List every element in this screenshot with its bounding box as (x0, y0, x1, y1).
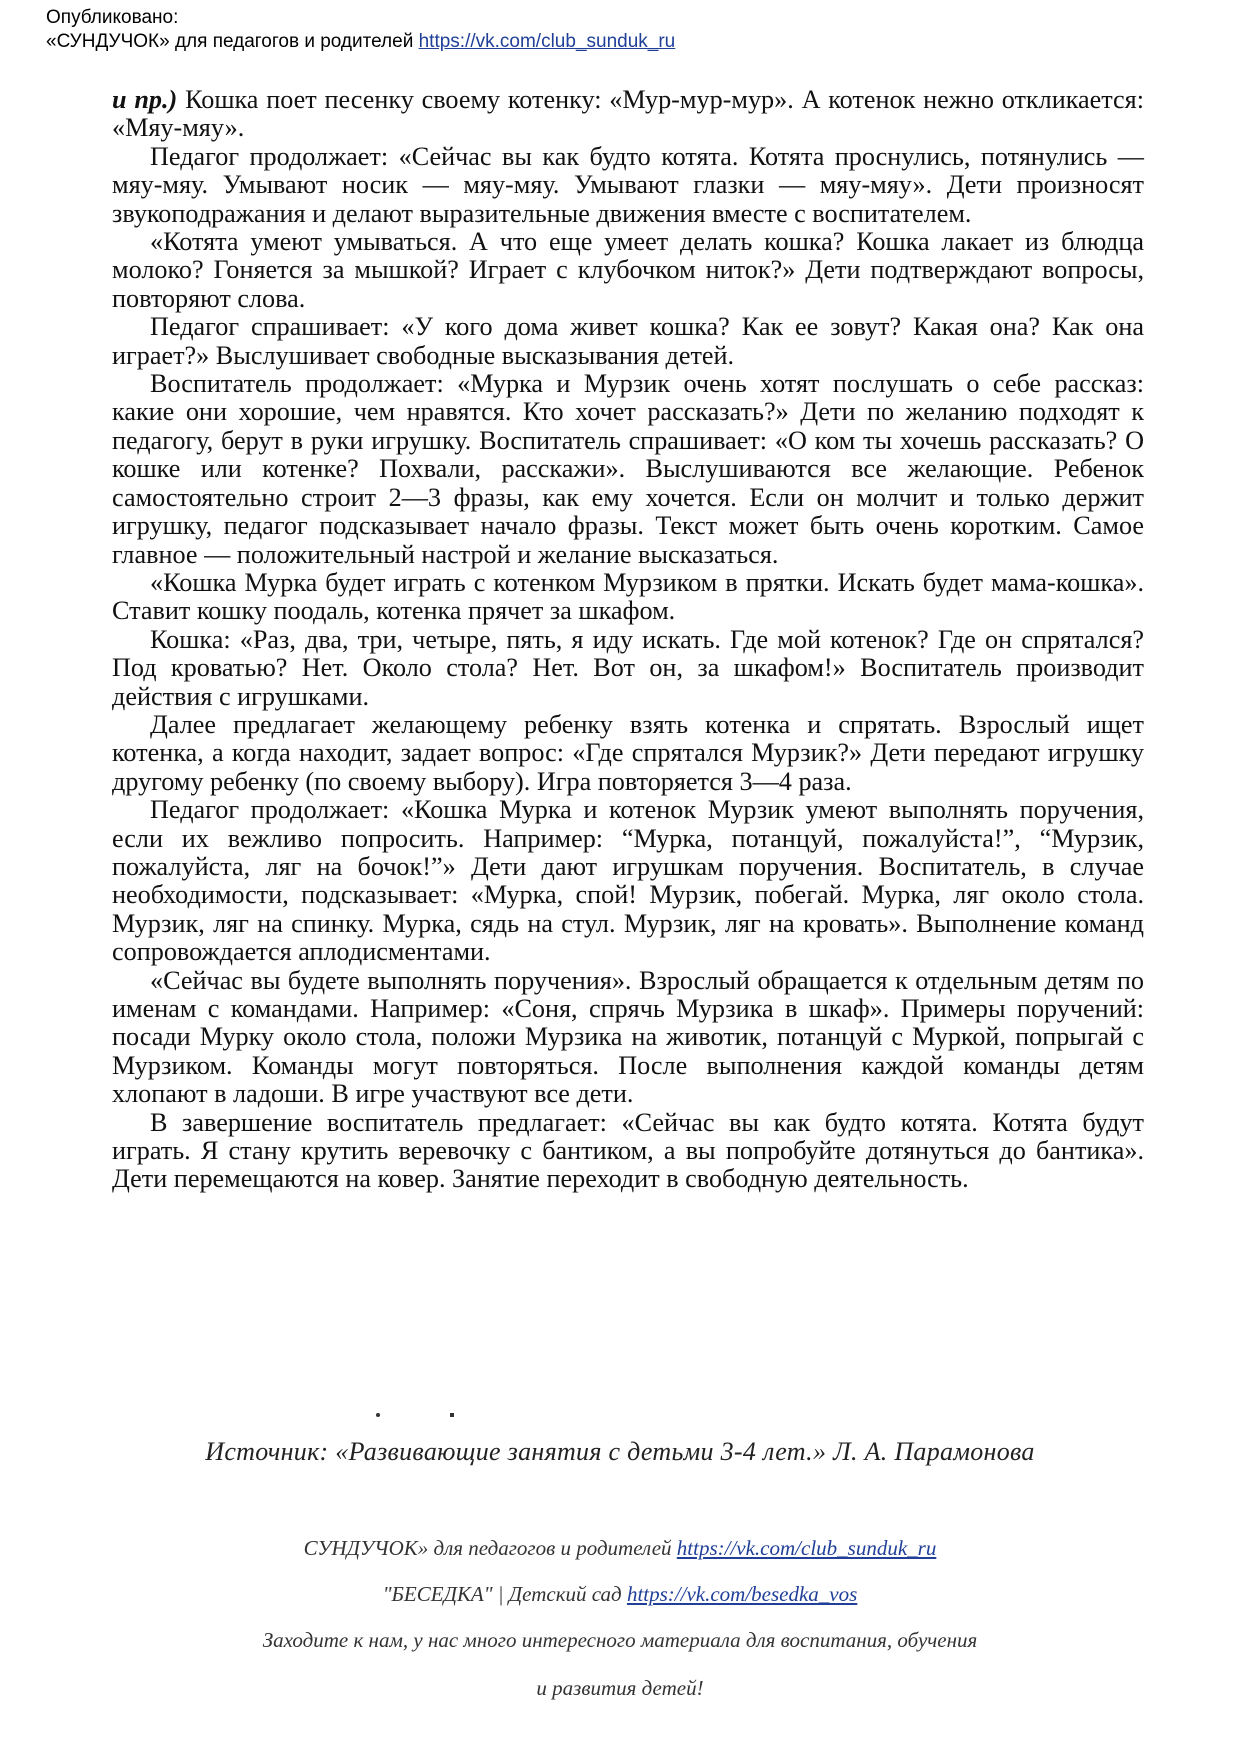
paragraph-6: «Кошка Мурка будет играть с котенком Мурзиком в прятки. Искать будет мама-кошка». Ставит кошку поодаль, котенка прячет за шкафом. (112, 567, 1144, 626)
footer-publisher-name: СУНДУЧОК» для педагогов и родителей (303, 1536, 672, 1560)
footer-line-4: и развития детей! (536, 1676, 704, 1700)
paragraph-9: Педагог продолжает: «Кошка Мурка и котенок Мурзик умеют выполнять поручения, если их вежливо попросить. Например: “Мурка, потанцуй, пожалуйста!”, “Мурзик, пожалуйста, ляг на бочок!”» Дети дают игрушкам поручения. Воспитатель, в случае необходимости, подсказывает: «Мурка, спой! Мурзик, побегай. Мурка, ляг около стола. Мурзик, ляг на спинку. Мурка, сядь на стул. Мурзик, ляг на кровать». Выполнение команд сопровождается аплодисментами. (112, 795, 1144, 967)
paragraph-7: Кошка: «Раз, два, три, четыре, пять, я иду искать. Где мой котенок? Где он спрятался? Под кроватью? Нет. Около стола? Нет. Вот он, за шкафом!» Воспитатель производит действия с игрушками. (112, 624, 1144, 711)
source-citation: Источник: «Развивающие занятия с детьми 3-4 лет.» Л. А. Парамонова (205, 1437, 1035, 1466)
footer-line-3: Заходите к нам, у нас много интересного материала для воспитания, обучения (262, 1628, 978, 1652)
paragraph-8: Далее предлагает желающему ребенку взять котенка и спрятать. Взрослый ищет котенка, а когда находит, задает вопрос: «Где спрятался Мурзик?» Дети передают игрушку другому ребенку (по своему выбору). Игра повторяется 3—4 раза. (112, 709, 1144, 796)
published-label: Опубликовано: (46, 7, 179, 28)
paragraph-4: Педагог спрашивает: «У кого дома живет кошка? Как ее зовут? Какая она? Как она играет?» Выслушивает свободные высказывания детей. (112, 312, 1144, 370)
speck-2 (450, 1413, 454, 1417)
paragraph-10: «Сейчас вы будете выполнять поручения». Взрослый обращается к отдельным детям по именам с командами. Например: «Соня, спрячь Мурзика в шкаф». Примеры поручений: посади Мурку около стола, положи Мурзика на животик, потанцуй с Муркой, попрыгай с Мурзиком. Команды могут повторяться. После выполнения каждой команды детям хлопают в ладоши. В игре участвуют все дети. (112, 965, 1144, 1109)
publisher-line (46, 30, 675, 54)
lead-italic: и пр.) (112, 85, 178, 114)
scanned-text-body (112, 86, 1144, 1194)
scan-specks (376, 1404, 454, 1422)
paragraph-11: В завершение воспитатель предлагает: «Сейчас вы как будто котята. Котята будут играть. Я стану крутить веревочку с бантиком, а вы попробуйте дотянуться до бантика». Дети перемещаются на ковер. Занятие переходит в свободную деятельность. (112, 1107, 1144, 1194)
paragraph-1-text: Кошка поет песенку своему котенку: «Мур-мур-мур». А котенок нежно откликается: «Мяу-мяу». (112, 85, 1144, 143)
page-header (46, 6, 675, 54)
paragraph-1 (112, 86, 1144, 143)
publisher-link[interactable]: https://vk.com/club_sunduk_ru (418, 31, 676, 52)
publisher-name: «СУНДУЧОК» для педагогов и родителей (46, 31, 414, 52)
paragraph-5: Воспитатель продолжает: «Мурка и Мурзик очень хотят послушать о себе рассказ: какие они хорошие, чем нравятся. Кто хочет рассказать?» Дети по желанию подходят к педагогу, берут в руки игрушку. Воспитатель спрашивает: «О ком ты хочешь рассказать? О кошке или котенке? Похвали, расскажи». Выслушиваются все желающие. Ребенок самостоятельно строит 2—3 фразы, как ему хочется. Если он молчит и только держит игрушку, педагог подсказывает начало фразы. Текст может быть очень коротким. Самое главное — положительный настрой и желание высказаться. (112, 369, 1144, 569)
speck-1 (376, 1413, 380, 1417)
paragraph-3: «Котята умеют умываться. А что еще умеет делать кошка? Кошка лакает из блюдца молоко? Гоняется за мышкой? Играет с клубочком ниток?» Дети подтверждают вопросы, повторяют слова. (112, 227, 1144, 313)
paragraph-2: Педагог продолжает: «Сейчас вы как будто котята. Котята проснулись, потянулись — мяу-мяу. Умывают носик — мяу-мяу. Умывают глазки — мяу-мяу». Дети произносят звукоподражания и делают выразительные движения вместе с воспитателем. (112, 141, 1144, 228)
footer-kindergarten-name: "БЕСЕДКА" | Детский сад (382, 1582, 627, 1606)
footer-publisher-link[interactable]: https://vk.com/club_sunduk_ru (676, 1536, 937, 1560)
footer-kindergarten-link[interactable]: https://vk.com/besedka_vos (626, 1582, 858, 1606)
footer-line-2 (0, 1582, 1240, 1607)
footer-line-1 (0, 1536, 1240, 1561)
